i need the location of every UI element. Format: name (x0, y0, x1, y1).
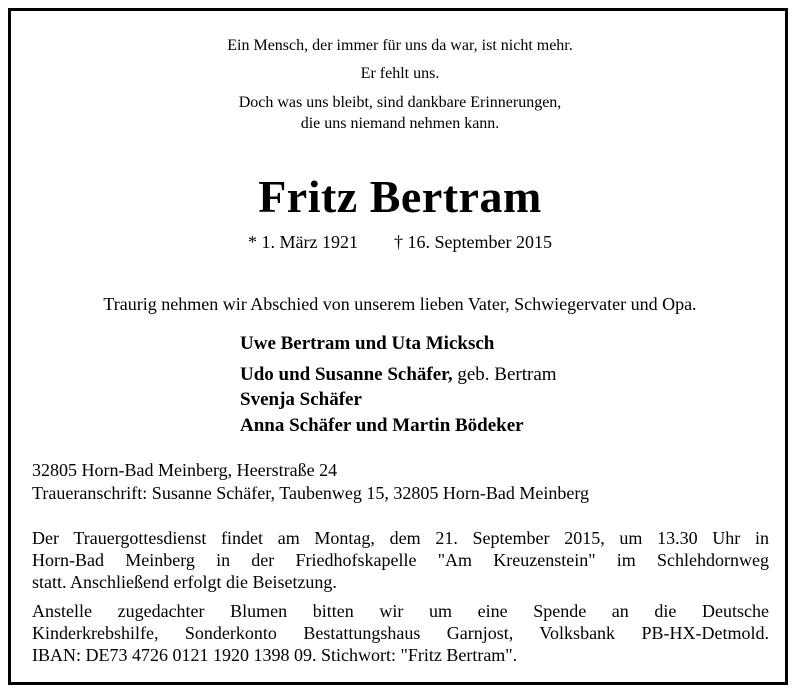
poem-line-3: Doch was uns bleibt, sind dankbare Erinnerungen, (238, 94, 562, 111)
deceased-name: Fritz Bertram (258, 171, 542, 222)
address-line-1: 32805 Horn-Bad Meinberg, Heerstraße 24 (32, 460, 338, 480)
poem-line-4: die uns niemand nehmen kann. (300, 115, 500, 132)
donation-line-3: IBAN: DE73 4726 0121 1920 1398 09. Stichwort: "Fritz Bertram". (32, 645, 518, 665)
family-line-2 (240, 364, 557, 386)
donation-line-1: Anstelle zugedachter Blumen bitten wir um eine Spende an die Deutsche (32, 601, 769, 621)
family-line-4: Anna Schäfer und Martin Bödeker (240, 415, 524, 436)
family-line-1: Uwe Bertram und Uta Micksch (240, 333, 495, 354)
service-line-1: Der Trauergottesdienst findet am Montag, dem 21. September 2015, um 13.30 Uhr in (32, 528, 769, 548)
address-line-2: Traueranschrift: Susanne Schäfer, Taubenweg 15, 32805 Horn-Bad Meinberg (32, 483, 590, 503)
family-line-2-suffix: geb. Bertram (452, 364, 557, 385)
service-line-2: Horn-Bad Meinberg in der Friedhofskapelle "Am Kreuzenstein" im Schlehdornweg (32, 550, 769, 570)
donation-line-2: Kinderkrebshilfe, Sonderkonto Bestattungshaus Garnjost, Volksbank PB-HX-Detmold. (32, 623, 769, 643)
family-line-2-name: Udo und Susanne Schäfer, (240, 364, 453, 385)
donation-paragraph (32, 600, 769, 666)
birth-date: * 1. März 1921 (248, 232, 358, 252)
service-line-3: statt. Anschließend erfolgt die Beisetzung. (32, 572, 337, 592)
poem-line-1: Ein Mensch, der immer für uns da war, ist nicht mehr. (227, 37, 573, 54)
life-dates (0, 232, 800, 253)
farewell-text: Traurig nehmen wir Abschied von unserem lieben Vater, Schwiegervater und Opa. (103, 294, 697, 314)
service-paragraph (32, 527, 769, 593)
poem-line-2: Er fehlt uns. (360, 65, 440, 82)
family-line-3: Svenja Schäfer (240, 389, 362, 410)
death-date: † 16. September 2015 (394, 232, 552, 252)
